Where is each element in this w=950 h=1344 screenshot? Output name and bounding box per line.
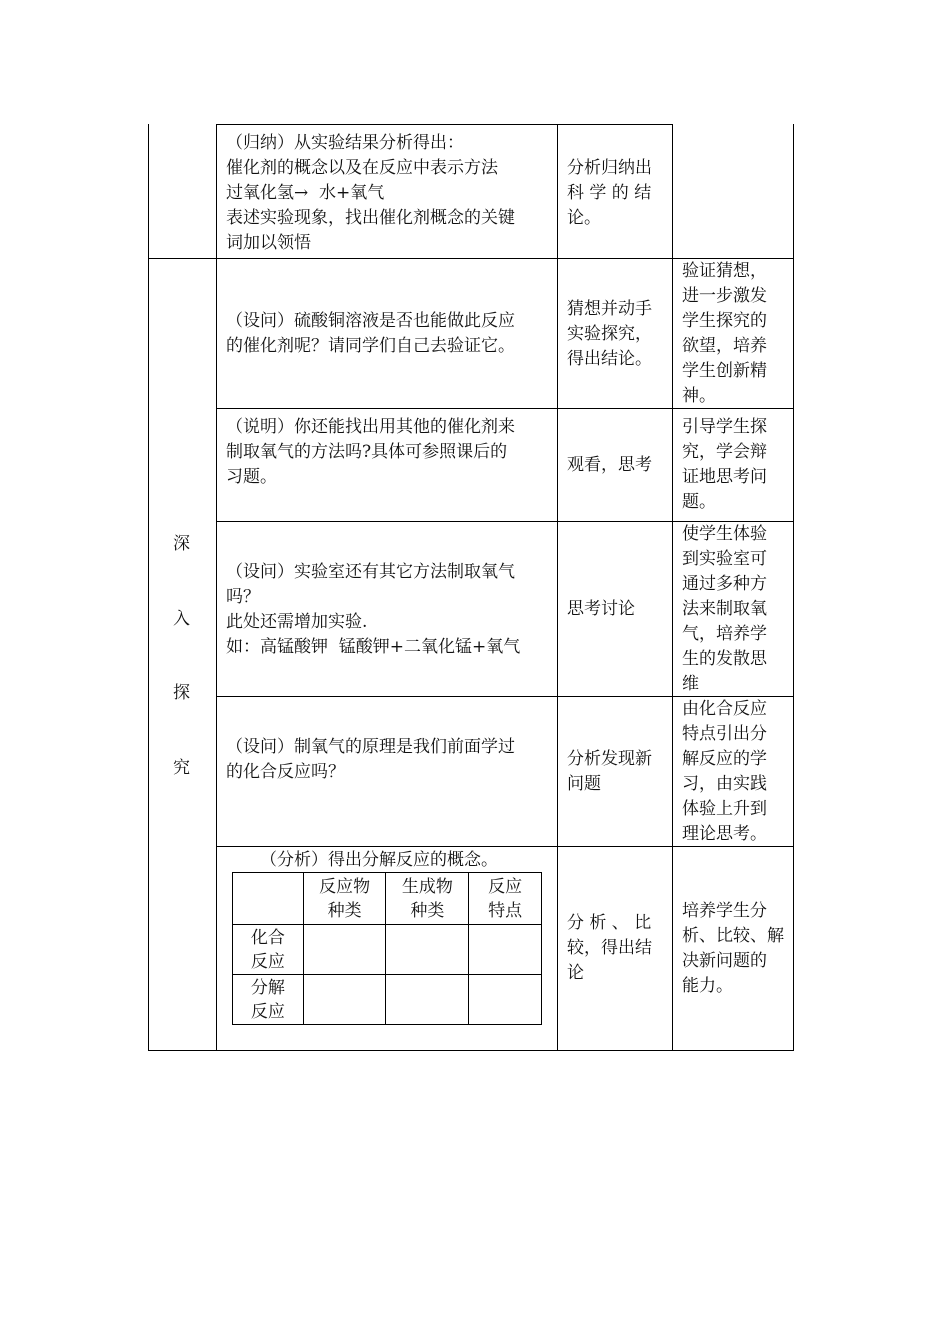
content-line: 的催化剂呢？请同学们自己去验证它。 (226, 336, 515, 356)
stage-char: 深 (173, 534, 190, 554)
inner-cell (303, 975, 386, 1025)
content-line: （分析）得出分解反应的概念。 (260, 850, 498, 870)
content-line: （说明）你还能找出用其他的催化剂来 (226, 417, 515, 437)
purpose-line: 通过多种方 (682, 574, 767, 594)
inner-cell (469, 925, 542, 975)
purpose-line: 题。 (682, 492, 716, 512)
student-line: 分析发现新 (567, 749, 652, 769)
inner-cell (469, 975, 542, 1025)
content-line: 制取氧气的方法吗?具体可参照课后的 (226, 442, 508, 462)
student-line: 问题 (567, 774, 601, 794)
content-line: （设问）制氧气的原理是我们前面学过 (226, 737, 515, 757)
inner-header-product: 生成物 种类 (386, 873, 469, 925)
stage-char: 入 (173, 609, 190, 629)
content-line: （归纳）从实验结果分析得出： (226, 133, 464, 153)
table-top-line (216, 124, 673, 125)
content-line: 的化合反应吗？ (226, 762, 345, 782)
purpose-line: 培养学生分 (682, 901, 767, 921)
student-line: 分 析 、 比 (567, 913, 652, 933)
content-line: （设问）硫酸铜溶液是否也能做此反应 (226, 311, 515, 331)
purpose-line: 析、比较、解 (682, 926, 784, 946)
purpose-line: 特点引出分 (682, 724, 767, 744)
purpose-line: 解反应的学 (682, 749, 767, 769)
purpose-line: 学生创新精 (682, 361, 767, 381)
stage-char: 究 (173, 758, 190, 778)
purpose-line: 决新问题的 (682, 951, 767, 971)
content-line: 表述实验现象，找出催化剂概念的关键 (226, 208, 515, 228)
purpose-line: 生的发散思 (682, 649, 767, 669)
content-line: 词加以领悟 (226, 233, 311, 253)
purpose-line: 习，由实践 (682, 774, 767, 794)
stage-char: 探 (173, 683, 190, 703)
student-line: 论。 (567, 208, 601, 228)
content-line: 吗？ (226, 587, 260, 607)
purpose-line: 法来制取氧 (682, 599, 767, 619)
purpose-line: 到实验室可 (682, 549, 767, 569)
purpose-line: 证地思考问 (682, 467, 767, 487)
student-line: 思考讨论 (567, 599, 635, 619)
student-line: 较，得出结 (567, 938, 652, 958)
inner-cell (303, 925, 386, 975)
student-line: 观看，思考 (567, 455, 652, 475)
content-line: （设问）实验室还有其它方法制取氧气 (226, 562, 515, 582)
table-divider-student (672, 124, 673, 1051)
purpose-line: 理论思考。 (682, 824, 767, 844)
student-line: 猜想并动手 (567, 299, 652, 319)
table-border-right (793, 124, 794, 1051)
purpose-line: 学生探究的 (682, 311, 767, 331)
reaction-comparison-table (232, 872, 542, 1025)
table-bottom-line (148, 1050, 794, 1051)
inner-cell (386, 925, 469, 975)
purpose-line: 能力。 (682, 976, 733, 996)
student-line: 科 学 的 结 (567, 183, 652, 203)
purpose-line: 气，培养学 (682, 624, 767, 644)
purpose-line: 体验上升到 (682, 799, 767, 819)
content-line: 催化剂的概念以及在反应中表示方法 (226, 158, 498, 178)
table-border-left (148, 124, 149, 1051)
purpose-line: 维 (682, 674, 699, 694)
student-line: 分析归纳出 (567, 158, 652, 178)
inner-header-reactant: 反应物 种类 (303, 873, 386, 925)
purpose-line: 神。 (682, 386, 716, 406)
inner-cell (386, 975, 469, 1025)
purpose-line: 欲望，培养 (682, 336, 767, 356)
inner-row-label: 化合 反应 (233, 925, 304, 975)
purpose-line: 由化合反应 (682, 699, 767, 719)
table-divider-stage (216, 124, 217, 1051)
student-line: 实验探究， (567, 324, 652, 344)
table-divider-content (557, 124, 558, 1051)
content-line: 习题。 (226, 467, 277, 487)
content-line: 如：高锰酸钾 锰酸钾+二氧化锰+氧气 (226, 637, 521, 657)
purpose-line: 验证猜想， (682, 261, 767, 281)
inner-header-feature: 反应 特点 (469, 873, 542, 925)
content-line: 此处还需增加实验. (226, 612, 368, 632)
content-line: 过氧化氢→ 水+氧气 (226, 183, 385, 203)
student-line: 得出结论。 (567, 349, 652, 369)
purpose-line: 进一步激发 (682, 286, 767, 306)
purpose-line: 究，学会辩 (682, 442, 767, 462)
inner-header-empty (233, 873, 304, 925)
purpose-line: 引导学生探 (682, 417, 767, 437)
inner-row-label: 分解 反应 (233, 975, 304, 1025)
student-line: 论 (567, 963, 584, 983)
purpose-line: 使学生体验 (682, 524, 767, 544)
